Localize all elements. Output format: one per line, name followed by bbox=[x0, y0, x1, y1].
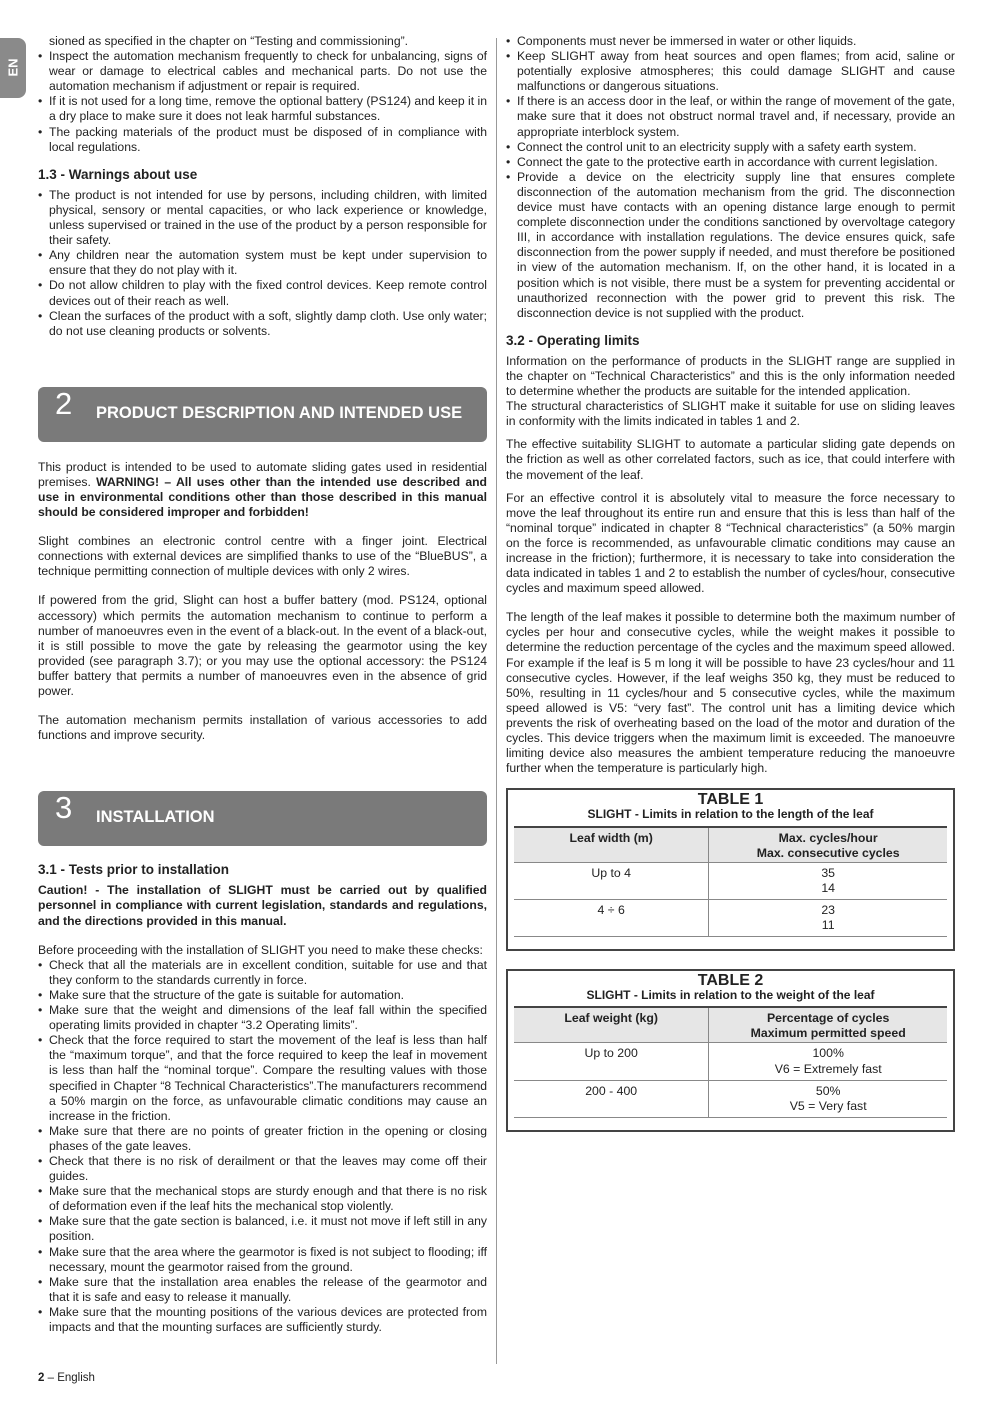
paragraph: The structural characteristics of SLIGHT make it suitable for use on sliding leaves in conformity with the limits indicated in tables 1 and 2. bbox=[506, 399, 955, 429]
list-item: • Make sure that the gate section is balanced, i.e. it must not move if left still in any position. bbox=[38, 1214, 487, 1244]
chapter-2-banner bbox=[38, 387, 487, 442]
right-column bbox=[506, 34, 955, 1132]
warnings-list bbox=[38, 188, 487, 339]
list-item: • Clean the surfaces of the product with a soft, slightly damp cloth. Use only water; do not use cleaning products or solvents. bbox=[38, 309, 487, 339]
header-cell bbox=[709, 1007, 947, 1043]
list-item: • Components must never be immersed in water or other liquids. bbox=[506, 34, 955, 49]
safety-list bbox=[506, 34, 955, 321]
table-header-row bbox=[514, 827, 947, 863]
table-row bbox=[514, 1080, 947, 1117]
page-footer bbox=[38, 1372, 95, 1384]
list-item: • Make sure that the weight and dimensions of the leaf fall within the specified operating limits provided in chapter “3.2 Operating limits”. bbox=[38, 1003, 487, 1033]
chapter-number: 2 bbox=[55, 385, 73, 421]
cell-line: 50% bbox=[815, 1083, 841, 1098]
paragraph bbox=[38, 460, 487, 520]
list-item: sioned as specified in the chapter on “Testing and commissioning”. bbox=[49, 34, 409, 48]
language-tab bbox=[0, 38, 26, 98]
list-item: • Make sure that the mounting positions of the various devices are protected from impacts and that the mounting surfaces are sufficiently sturdy. bbox=[38, 1305, 487, 1335]
list-item: • Make sure that the mechanical stops are sturdy enough and that there is no risk of deformation even if the leaf hits the mechanical stop violently. bbox=[38, 1184, 487, 1214]
table-subtitle: SLIGHT - Limits in relation to the weight of the leaf bbox=[586, 988, 875, 1003]
cell-line: 14 bbox=[821, 880, 836, 895]
cell-line: 11 bbox=[821, 917, 835, 932]
list-item: • Make sure that the installation area enables the release of the gearmotor and that it is safe and easy to release it manually. bbox=[38, 1275, 487, 1305]
list-item: • Check that there is no risk of derailment or that the leaves may come off their guides. bbox=[38, 1154, 487, 1184]
warning-text: WARNING! – All uses other than the intended use described and use in environmental conditions other than those described in this manual should be considered improper and forbidden! bbox=[38, 474, 487, 520]
table-header-row bbox=[514, 1007, 947, 1043]
paragraph: Information on the performance of products in the SLIGHT range are supplied in the chapter on “Technical Characteristics” and this is the only information needed to determine whether the products are suitable for the intended application. bbox=[506, 353, 955, 399]
paragraph: If powered from the grid, Slight can host a buffer battery (mod. PS124, optional accessory) which permits the automation mechanism to continue to perform a number of manoeuvres even in the event of a black-out. In the event of a black-out, it is still possible to move the gate by releasing the gearmotor using the key provided (see paragraph 3.7); or you may use the optional accessory: the PS124 buffer battery that permits a number of manoeuvres even in the absence of grid power. bbox=[38, 593, 487, 698]
list-item: • The packing materials of the product must be disposed of in compliance with local regulations. bbox=[38, 125, 487, 155]
language-label: EN bbox=[5, 58, 21, 77]
cell-line: V6 = Extremely fast bbox=[774, 1061, 882, 1076]
table-1 bbox=[506, 788, 955, 951]
section-heading-3-2: 3.2 - Operating limits bbox=[506, 332, 640, 348]
table-2 bbox=[506, 969, 955, 1132]
chapter-title: INSTALLATION bbox=[96, 808, 215, 827]
list-item: • If there is an access door in the leaf, or within the range of movement of the gate, make sure that it does not obstruct normal travel and, if necessary, provide an appropriate interblock system. bbox=[506, 94, 955, 139]
paragraph: Slight combines an electronic control centre with a finger joint. Electrical connections with external devices are simplified thanks to use of the “BlueBUS”, a technique permitting connection of multiple devices with only 2 wires. bbox=[38, 534, 487, 579]
table-row bbox=[514, 899, 947, 936]
list-item: • Make sure that there are no points of greater friction in the opening or closing phases of the gate leaves. bbox=[38, 1124, 487, 1154]
list-item: • The product is not intended for use by persons, including children, with limited physical, sensory or mental capacities, or who lack experience or knowledge, unless supervised or trained in the use of the product by a person responsible for their safety. bbox=[38, 188, 487, 248]
table-cell bbox=[709, 1080, 947, 1117]
table-title: TABLE 1 bbox=[697, 791, 764, 809]
list-item: • If it is not used for a long time, remove the optional battery (PS124) and keep it in a dry place to make sure it does not leak harmful substances. bbox=[38, 94, 487, 124]
cell-line: V5 = Very fast bbox=[789, 1098, 867, 1113]
paragraph: The effective suitability SLIGHT to automate a particular sliding gate depends on the friction as well as other correlated factors, such as ice, that could interfere with the movement of the leaf. bbox=[506, 437, 955, 482]
list-item: • Connect the control unit to an electricity supply with a safety earth system. bbox=[506, 140, 955, 155]
list-item: • Keep SLIGHT away from heat sources and open flames; from acid, saline or potentially explosive atmospheres; this could damage SLIGHT and cause malfunctions or dangerous situations. bbox=[506, 49, 955, 94]
intro-list bbox=[38, 34, 487, 155]
table-cell: 200 - 400 bbox=[514, 1080, 709, 1117]
section-heading-1-3: 1.3 - Warnings about use bbox=[38, 166, 198, 182]
header-line: Max. cycles/hour bbox=[778, 830, 878, 845]
list-item: • Any children near the automation system must be kept under supervision to ensure that they do not play with it. bbox=[38, 248, 487, 278]
list-item: • Check that the force required to start the movement of the leaf is less than half the “maximum torque”, and that the force required to keep the leaf in movement is less than half the “nominal torque”. Compare the resulting values with those specified in Chapter “8 Technical Characteristics”.The manufacturers recommend a 50% margin on the force, as unfavourable climatic conditions may cause an increase in the friction. bbox=[38, 1033, 487, 1124]
paragraph: The automation mechanism permits installation of various accessories to add functions and improve security. bbox=[38, 713, 487, 743]
table-cell bbox=[709, 862, 947, 899]
header-line: Max. consecutive cycles bbox=[756, 845, 900, 860]
table-grid bbox=[514, 826, 947, 938]
table-row bbox=[514, 862, 947, 899]
caution-text: Caution! - The installation of SLIGHT must be carried out by qualified personnel in compliance with current legislation, standards and regulations, and the directions provided in this manual. bbox=[38, 883, 487, 928]
column-divider bbox=[496, 38, 497, 1364]
paragraph: The length of the leaf makes it possible to determine both the maximum number of cycles per hour and consecutive cycles, while the weight makes it possible to determine the reduction percentage of the cycles and the maximum speed allowed. For example if the leaf is 5 m long it will be possible to have 23 cycles/hour and 11 consecutive cycles. However, if the leaf weighs 350 kg, they must be reduced to 50%, resulting in 11 cycles/hour and 5 consecutive cycles, while the maximum speed allowed is V5: “very fast”. The control unit has a limiting device which prevents the risk of overheating based on the load of the motor and duration of the cycles. This device triggers when the maximum limit is exceeded. The manoeuvre limiting device also measures the ambient temperature reducing the manoeuvre further when the temperature is particularly high. bbox=[506, 610, 955, 776]
header-cell: Leaf weight (kg) bbox=[514, 1007, 709, 1043]
list-item: • Check that all the materials are in excellent condition, suitable for use and that they conform to the standards currently in force. bbox=[38, 958, 487, 988]
table-cell: Up to 200 bbox=[514, 1043, 709, 1080]
list-item: • Connect the gate to the protective earth in accordance with current legislation. bbox=[506, 155, 955, 170]
list-item: • Make sure that the area where the gearmotor is fixed is not subject to flooding; iff necessary, mount the gearmotor raised from the ground. bbox=[38, 1245, 487, 1275]
section-heading-3-1: 3.1 - Tests prior to installation bbox=[38, 862, 230, 878]
chapter-title: PRODUCT DESCRIPTION AND INTENDED USE bbox=[96, 403, 463, 422]
header-line: Percentage of cycles bbox=[766, 1011, 890, 1026]
header-cell bbox=[709, 827, 947, 863]
paragraph-text: This product is intended to be used to automate sliding gates used in residential premises. bbox=[38, 459, 487, 489]
cell-line: 23 bbox=[821, 902, 836, 917]
header-cell: Leaf width (m) bbox=[514, 827, 709, 863]
list-item: • Provide a device on the electricity supply line that ensures complete disconnection of the automation mechanism from the grid. The disconnection device must have contacts with an opening distance large enough to permit complete disconnection under the conditions sanctioned by overvoltage category III, in accordance with installation regulations. The device ensures quick, safe disconnection from the power supply if needed, and must therefore be positioned in view of the automation mechanism. If, on the other hand, it is located in a position which is not visible, there must be a system for preventing accidental or unauthorized reconnection with the power grid to prevent this risk. The disconnection device is not supplied with the product. bbox=[506, 170, 955, 321]
cell-line: 35 bbox=[821, 865, 836, 880]
table-subtitle: SLIGHT - Limits in relation to the length of the leaf bbox=[587, 807, 874, 822]
paragraph: For an effective control it is absolutely vital to measure the force necessary to move the leaf throughout its entire run and ensure that this is less than half of the “nominal torque” indicated in chapter 8 “Technical characteristics” (a 50% margin on the force is recommended, as unfavourable climatic conditions may cause an increase in the friction); furthermore, it is necessary to take into consideration the data indicated in tables 1 and 2 to establish the number of cycles/hour, consecutive cycles and maximum speed allowed. bbox=[506, 490, 955, 596]
table-row bbox=[514, 1043, 947, 1080]
table-cell: 4 ÷ 6 bbox=[514, 899, 709, 936]
header-line: Maximum permitted speed bbox=[750, 1026, 906, 1041]
paragraph: Before proceeding with the installation of SLIGHT you need to make these checks: bbox=[38, 942, 483, 957]
list-item: • Inspect the automation mechanism frequently to check for unbalancing, signs of wear or damage to electrical cables and mechanical parts. Do not use the automation mechanism if adjustment or repair is required. bbox=[38, 49, 487, 94]
table-cell: Up to 4 bbox=[514, 862, 709, 899]
page-number: 2 bbox=[38, 1372, 45, 1384]
left-column bbox=[38, 34, 487, 1335]
table-cell bbox=[709, 899, 947, 936]
cell-line: 100% bbox=[812, 1046, 844, 1061]
checks-list bbox=[38, 958, 487, 1335]
table-grid bbox=[514, 1006, 947, 1118]
table-cell bbox=[709, 1043, 947, 1080]
chapter-number: 3 bbox=[55, 790, 73, 826]
footer-language: – English bbox=[44, 1372, 95, 1384]
chapter-3-banner bbox=[38, 791, 487, 846]
list-item: • Do not allow children to play with the fixed control devices. Keep remote control devices out of their reach as well. bbox=[38, 278, 487, 308]
table-title: TABLE 2 bbox=[697, 972, 764, 990]
list-item: • Make sure that the structure of the gate is suitable for automation. bbox=[38, 988, 487, 1003]
